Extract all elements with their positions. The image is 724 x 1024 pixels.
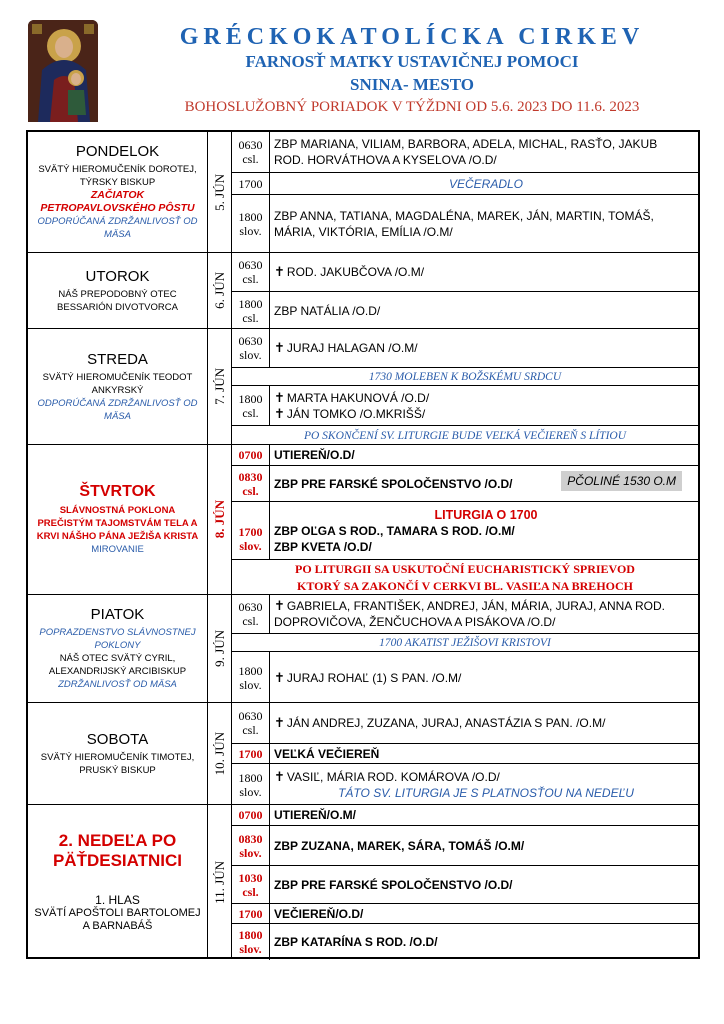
service-time: 0630 — [238, 258, 263, 272]
day-tuesday — [28, 252, 698, 328]
day-date: 11. JÚN — [211, 860, 227, 904]
saint-name: SLÁVNOSTNÁ POKLONA PREČISTÝM TAJOMSTVÁM TELA A KRVI NÁŠHO PÁNA JEŽIŠA KRISTA — [36, 505, 199, 542]
day-name: UTOROK — [85, 267, 150, 285]
service-row — [232, 743, 698, 763]
service-text: ZBP KATARÍNA S ROD. /O.D/ — [274, 935, 438, 949]
service-text: DOPROVIČOVA, ŽENČUCHOVA A PISÁKOVA /O.D/ — [274, 615, 556, 629]
service-text: MARTA HAKUNOVÁ /O.D/ — [286, 390, 430, 405]
service-row — [232, 132, 698, 172]
service-row — [232, 595, 698, 633]
day-date: 9. JÚN — [211, 630, 227, 667]
day-date: 5. JÚN — [211, 173, 227, 211]
service-row — [232, 825, 698, 865]
service-text: ROD. JAKUBČOVA /O.M/ — [286, 265, 425, 279]
cross-icon: ✝ — [274, 389, 285, 405]
saint-name: NÁŠ PREPODOBNÝ OTEC BESSARIÓN DIVOTVORCA — [57, 288, 178, 313]
service-row — [232, 805, 698, 825]
cross-icon: ✝ — [274, 768, 285, 784]
saint-name: SVÄTÍ APOŠTOLI BARTOLOMEJ A BARNABÁŠ — [34, 907, 201, 932]
parish-name: FARNOSŤ MATKY USTAVIČNEJ POMOCI — [245, 52, 579, 71]
day-info — [28, 595, 208, 702]
town-name: SNINA- MESTO — [350, 75, 474, 94]
service-time: 0630 — [238, 334, 263, 348]
service-text: ZBP OĽGA S ROD., TAMARA S ROD. /O.M/ — [274, 523, 515, 538]
day-note: ODPORÚČANÁ ZDRŽANLIVOSŤ OD MÄSA — [37, 216, 198, 240]
service-text: 1730 MOLEBEN K BOŽSKÉMU SRDCU — [368, 370, 562, 383]
service-text: JURAJ ROHAĽ (1) S PAN. /O.M/ — [286, 670, 462, 685]
service-time: 0700 — [238, 448, 263, 462]
service-text: VASIĽ, MÁRIA ROD. KOMÁROVA /O.D/ — [286, 769, 500, 784]
service-row — [232, 651, 698, 703]
service-text: PO LITURGII SA USKUTOČNÍ EUCHARISTICKÝ SPRIEVOD — [295, 561, 635, 576]
service-note: TÁTO SV. LITURGIA JE S PLATNOSŤOU NA NEDEĽU — [338, 785, 634, 800]
day-info — [28, 445, 208, 594]
service-rite: csl. — [242, 884, 259, 899]
service-row — [232, 194, 698, 252]
service-text: VEČERADLO — [448, 176, 524, 191]
schedule-table — [26, 130, 700, 959]
service-rite: slov. — [239, 784, 262, 799]
day-info — [28, 805, 208, 959]
service-rite: slov. — [239, 677, 262, 692]
service-rite: slov. — [239, 223, 262, 238]
service-text: JÁN ANDREJ, ZUZANA, JURAJ, ANASTÁZIA S PAN. /O.M/ — [286, 716, 606, 730]
service-time: 1800 — [238, 209, 263, 224]
day-name: PIATOK — [90, 606, 145, 623]
service-text: JURAJ HALAGAN /O.M/ — [286, 341, 418, 355]
page-header — [0, 0, 724, 128]
service-text: ZBP PRE FARSKÉ SPOLOČENSTVO /O.D/ — [274, 877, 513, 892]
service-text: UTIEREŇ/O.M/ — [274, 808, 357, 822]
service-rite: slov. — [239, 538, 262, 553]
saint-name: SVÄTÝ HIEROMUČENÍK DOROTEJ, TÝRSKY BISKUP — [38, 164, 197, 188]
day-note: MIROVANIE — [91, 544, 144, 555]
service-row — [232, 367, 698, 385]
service-rite: csl. — [242, 483, 259, 498]
service-rite: csl. — [242, 723, 259, 737]
day-note: ODPORÚČANÁ ZDRŽANLIVOSŤ OD MÄSA — [37, 397, 198, 422]
service-text: PO SKONČENÍ SV. LITURGIE BUDE VEĽKÁ VEČIEREŇ S LÍTIOU — [303, 429, 627, 442]
service-row — [232, 465, 698, 501]
day-date: 6. JÚN — [211, 272, 227, 309]
day-sunday — [28, 804, 698, 959]
service-text: 1700 AKATIST JEŽIŠOVI KRISTOVI — [379, 636, 551, 649]
service-row — [232, 923, 698, 960]
cross-icon: ✝ — [274, 405, 285, 421]
service-text: ROD. HORVÁTHOVA A KYSELOVA /O.D/ — [274, 153, 497, 167]
service-time: 1700 — [238, 176, 263, 191]
service-rite: csl. — [242, 614, 259, 628]
service-row — [232, 445, 698, 465]
saint-name: NÁŠ OTEC SVÄTÝ CYRIL, ALEXANDRIJSKÝ ARCIBISKUP — [48, 653, 187, 677]
service-time: 0700 — [238, 808, 263, 822]
day-info — [28, 703, 208, 804]
service-row — [232, 172, 698, 194]
day-saturday — [28, 702, 698, 804]
service-time: 1800 — [238, 928, 263, 942]
service-text: ZBP NATÁLIA /O.D/ — [274, 303, 381, 318]
service-rite: csl. — [242, 272, 259, 286]
service-time: 1800 — [238, 770, 263, 785]
day-friday — [28, 594, 698, 702]
day-thursday — [28, 444, 698, 594]
day-name: 2. NEDEĽA PO PÄŤDESIATNICI — [52, 831, 183, 870]
church-title: GRÉCKOKATOLÍCKA CIRKEV — [179, 24, 645, 50]
service-time: 1800 — [238, 663, 263, 678]
day-name: ŠTVRTOK — [79, 483, 156, 500]
service-time: 1800 — [238, 391, 263, 406]
service-text: VEĽKÁ VEČIEREŇ — [274, 746, 380, 761]
service-rite: slov. — [239, 348, 262, 362]
madonna-icon — [28, 20, 98, 122]
service-row — [232, 703, 698, 743]
day-note: ZDRŽANLIVOSŤ OD MÄSA — [58, 679, 177, 690]
day-name: STREDA — [87, 350, 148, 368]
service-row — [232, 633, 698, 651]
procession-note — [232, 560, 698, 595]
day-name: PONDELOK — [75, 143, 160, 160]
service-text: JÁN TOMKO /O.MKRIŠŠ/ — [286, 406, 426, 421]
service-row — [232, 763, 698, 805]
service-rite: csl. — [242, 310, 259, 325]
day-wednesday — [28, 328, 698, 444]
service-text: ZBP ZUZANA, MAREK, SÁRA, TOMÁŠ /O.M/ — [274, 838, 525, 853]
day-info — [28, 253, 208, 328]
service-time: 0630 — [238, 600, 263, 614]
cross-icon: ✝ — [274, 264, 285, 279]
cross-icon: ✝ — [274, 598, 285, 613]
cross-icon: ✝ — [274, 340, 285, 355]
extra-service: PČOLINÉ 1530 O.M — [561, 471, 682, 491]
cross-icon: ✝ — [274, 669, 285, 685]
day-date: 7. JÚN — [211, 368, 227, 405]
day-date: 8. JÚN — [211, 500, 227, 539]
service-time: 1700 — [238, 524, 263, 539]
service-text: ZBP KVETA /O.D/ — [274, 539, 372, 554]
service-time: 1030 — [238, 870, 263, 885]
liturgical-tone: 1. HLAS — [95, 893, 140, 907]
service-time: 1700 — [238, 906, 263, 921]
day-monday — [28, 132, 698, 252]
service-time: 1800 — [238, 296, 263, 311]
service-text: VEČIEREŇ/O.D/ — [274, 906, 364, 921]
service-time: 0630 — [238, 709, 263, 723]
service-text: ZBP PRE FARSKÉ SPOLOČENSTVO /O.D/ — [274, 476, 513, 491]
service-time: 0630 — [238, 138, 263, 152]
service-rite: csl. — [242, 152, 259, 166]
service-time: 1700 — [238, 746, 263, 761]
schedule-range: BOHOSLUŽOBNÝ PORIADOK V TÝŽDNI OD 5.6. 2023 DO 11.6. 2023 — [184, 99, 640, 115]
day-info — [28, 329, 208, 444]
service-row — [232, 385, 698, 425]
liturgy-heading: LITURGIA O 1700 — [434, 507, 538, 522]
day-name: SOBOTA — [86, 730, 149, 748]
saint-name: SVÄTÝ HIEROMUČENÍK TIMOTEJ, PRUSKÝ BISKUP — [40, 751, 195, 776]
day-info — [28, 132, 208, 252]
service-text: ZBP MARIANA, VILIAM, BARBORA, ADELA, MICHAL, RASŤO, JAKUB — [274, 137, 658, 151]
service-time: 0830 — [238, 469, 263, 484]
service-row — [232, 329, 698, 367]
service-row — [232, 865, 698, 903]
service-row — [232, 425, 698, 445]
service-row — [232, 253, 698, 291]
service-text: MÁRIA, VIKTÓRIA, EMÍLIA /O.M/ — [274, 224, 453, 239]
service-row — [232, 559, 698, 595]
service-rite: slov. — [239, 845, 262, 860]
day-note: POPRAZDENSTVO SLÁVNOSTNEJ POKLONY — [39, 627, 196, 651]
service-text: KTORÝ SA ZAKONČÍ V CERKVI BL. VASIĽA NA BREHOCH — [297, 578, 633, 593]
service-row — [232, 291, 698, 329]
service-text: UTIEREŇ/O.D/ — [274, 448, 355, 462]
service-row — [232, 501, 698, 559]
service-text: ZBP ANNA, TATIANA, MAGDALÉNA, MAREK, JÁN, MARTIN, TOMÁŠ, — [274, 208, 654, 223]
day-date: 10. JÚN — [211, 731, 227, 776]
cross-icon: ✝ — [274, 715, 285, 730]
service-rite: slov. — [239, 942, 262, 956]
service-text: GABRIELA, FRANTIŠEK, ANDREJ, JÁN, MÁRIA, JURAJ, ANNA ROD. — [286, 599, 665, 613]
service-rite: csl. — [242, 405, 259, 420]
saint-name: SVÄTÝ HIEROMUČENÍK TEODOT ANKYRSKÝ — [42, 371, 193, 396]
service-row — [232, 903, 698, 923]
service-time: 0830 — [238, 831, 263, 846]
day-note: ZAČIATOK PETROPAVLOVSKÉHO PÔSTU — [40, 189, 195, 214]
